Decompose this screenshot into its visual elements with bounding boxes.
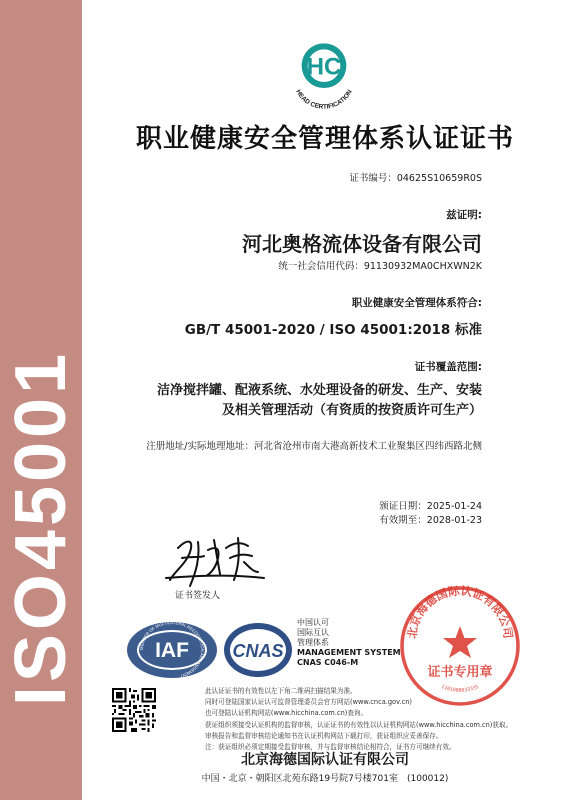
cnas-accreditation-text bbox=[297, 618, 401, 668]
logo-ring-text: HEAD CERTIFICATION bbox=[294, 88, 354, 111]
note-line: 同时可登陆国家认证认可监督管理委员会官方网站(www.cnca.gov.cn) bbox=[205, 698, 412, 707]
conform-label: 职业健康安全管理体系符合: bbox=[351, 297, 482, 309]
cnas-line: 管理体系 bbox=[297, 638, 329, 647]
cnas-line: 中国认可 bbox=[297, 618, 329, 627]
seal-number: 1101080033335 bbox=[440, 683, 480, 694]
iso-vertical-label: ISO45001 bbox=[1, 349, 81, 707]
signature-icon bbox=[160, 528, 270, 590]
note-line: 也可登陆认证机构网站(www.hicchina.com.cn)查询。 bbox=[205, 709, 368, 718]
certificate-title: 职业健康安全管理体系认证证书 bbox=[135, 124, 514, 154]
scope-label: 证书覆盖范围: bbox=[414, 361, 482, 373]
cnas-line: 国际互认 bbox=[297, 628, 329, 637]
standard-text: GB/T 45001-2020 / ISO 45001:2018 标准 bbox=[184, 322, 482, 338]
iaf-logo-icon bbox=[125, 620, 220, 680]
note-line: 注：获证组织必须定期接受监督审核，并与监督审核结论相符合，证书方可继续有效。 bbox=[205, 743, 456, 752]
certificate-number: 证书编号：04625S10659R0S bbox=[349, 173, 482, 184]
issuer-address: 中国・北京・朝阳区北苑东路19号院7号楼701室 (100012) bbox=[201, 774, 449, 784]
credit-code: 统一社会信用代码：91130932MA0CHXWN2K bbox=[278, 261, 482, 272]
note-line: 审核报告和监督审核结论通知书在认证机构网站下载打印，获证组织应妥善保存。 bbox=[205, 731, 443, 740]
expiry-date: 有效期至：2028-01-23 bbox=[379, 515, 482, 526]
cnas-logo-icon bbox=[222, 620, 294, 680]
seal-ring-text: 北京海德国际认证有限公司 bbox=[404, 583, 516, 640]
cnas-line: MANAGEMENT SYSTEM bbox=[297, 648, 401, 657]
certify-label: 兹证明: bbox=[446, 209, 482, 221]
side-banner bbox=[0, 0, 82, 800]
scope-line-2: 及相关管理活动（有资质的按资质许可生产） bbox=[221, 403, 482, 418]
cnas-line: CNAS C046-M bbox=[297, 658, 359, 667]
qr-code-icon bbox=[112, 688, 156, 732]
note-line: 此认证证书的有效性以左下角二维码扫描结果为准。 bbox=[205, 687, 357, 695]
seal-center-text: 证书专用章 bbox=[427, 665, 493, 680]
hc-logo-icon bbox=[281, 33, 367, 119]
note-line: 获证组织须接受认证机构的监督审核，认证证书的有效性以认证机构网站(www.hicchina.com.cn)获取。 bbox=[205, 720, 513, 729]
issuer-name: 北京海德国际认证有限公司 bbox=[241, 752, 409, 768]
iaf-letters: IAF bbox=[155, 639, 189, 662]
verification-notes bbox=[205, 683, 513, 753]
signer-label: 证书签发人 bbox=[175, 591, 221, 601]
cnas-letters: CNAS bbox=[232, 641, 284, 661]
registered-address: 注册地址/实际地理地址：河北省沧州市南大港高新技术工业聚集区四纬西路北侧 bbox=[146, 441, 482, 452]
logo-letters: HC bbox=[306, 53, 342, 81]
svg-text:HEAD CERTIFICATION bbox=[294, 88, 354, 110]
issue-date: 颁证日期：2025-01-24 bbox=[379, 501, 482, 512]
scope-line-1: 洁净搅拌罐、配液系统、水处理设备的研发、生产、安装 bbox=[156, 383, 482, 398]
iaf-ring-text: MEMBER OF MULTILATERAL RECOGNITION ARRANGEMENT bbox=[138, 620, 206, 679]
company-name: 河北奥格流体设备有限公司 bbox=[242, 232, 482, 256]
